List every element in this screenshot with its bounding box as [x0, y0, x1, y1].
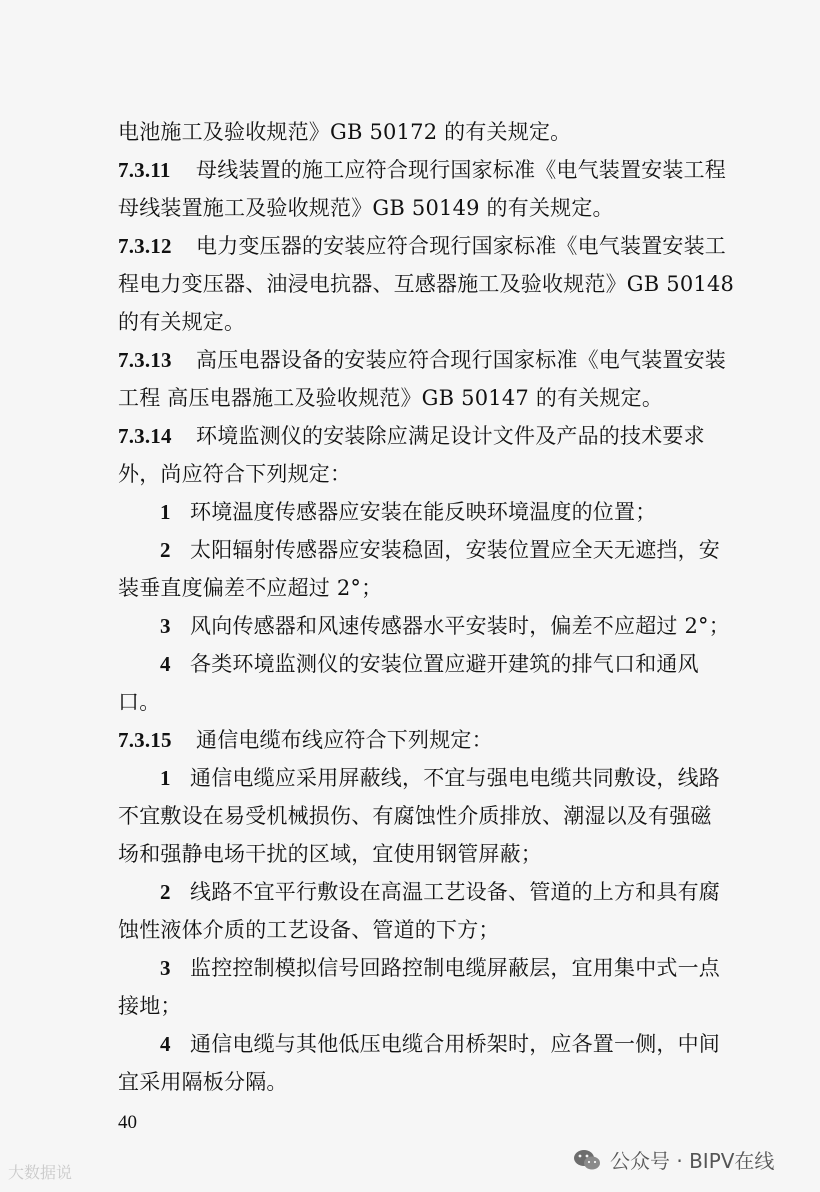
- line-text: 环境温度传感器应安装在能反映环境温度的位置；: [190, 500, 657, 524]
- text-line: [118, 196, 614, 220]
- watermark-left: [8, 1160, 72, 1183]
- clause-number: 7.3.11: [118, 158, 171, 182]
- list-item: [160, 538, 720, 562]
- line-text: 通信电缆与其他低压电缆合用桥架时，应各置一侧，中间: [190, 1032, 720, 1056]
- watermark-left-text: 大数据说: [8, 1163, 73, 1182]
- list-item: [160, 1032, 720, 1056]
- text-line: [118, 120, 571, 144]
- line-text: 监控控制模拟信号回路控制电缆屏蔽层，宜用集中式一点: [190, 956, 720, 980]
- line-text: 电池施工及验收规范》GB 50172 的有关规定。: [118, 120, 572, 144]
- text-line: [118, 310, 245, 334]
- wechat-icon: [572, 1147, 602, 1173]
- line-text: 工程 高压电器施工及验收规范》GB 50147 的有关规定。: [118, 386, 664, 410]
- clause-number: 7.3.13: [118, 348, 172, 372]
- text-line: [118, 994, 182, 1018]
- clause-number: 7.3.14: [118, 424, 172, 448]
- line-text: 蚀性液体介质的工艺设备、管道的下方；: [118, 918, 500, 942]
- clause-line: [118, 348, 726, 372]
- line-text: 母线装置施工及验收规范》GB 50149 的有关规定。: [118, 196, 614, 220]
- clause-line: [118, 158, 726, 182]
- page-number: 40: [118, 1112, 137, 1133]
- item-number: 1: [160, 500, 171, 524]
- item-number: 3: [160, 614, 171, 638]
- text-line: [118, 1070, 288, 1094]
- line-text: 不宜敷设在易受机械损伤、有腐蚀性介质排放、潮湿以及有强磁: [118, 804, 712, 828]
- line-text: 外，尚应符合下列规定：: [118, 462, 352, 486]
- line-text: 装垂直度偏差不应超过 2°；: [118, 576, 383, 600]
- clause-line: [118, 424, 705, 448]
- clause-line: [118, 728, 493, 752]
- text-line: [118, 804, 712, 828]
- item-number: 3: [160, 956, 171, 980]
- text-line: [118, 462, 351, 486]
- line-text: 接地；: [118, 994, 182, 1018]
- line-text: 场和强静电场干扰的区域，宜使用钢管屏蔽；: [118, 842, 542, 866]
- text-line: [118, 386, 663, 410]
- line-text: 口。: [118, 690, 161, 714]
- item-number: 2: [160, 538, 171, 562]
- text-line: [118, 918, 500, 942]
- line-text: 的有关规定。: [118, 310, 246, 334]
- list-item: [160, 652, 699, 676]
- list-item: [160, 880, 720, 904]
- item-number: 1: [160, 766, 171, 790]
- line-text: 母线装置的施工应符合现行国家标准《电气装置安装工程: [196, 158, 726, 182]
- text-line: [118, 842, 542, 866]
- line-text: 环境监测仪的安装除应满足设计文件及产品的技术要求: [196, 424, 705, 448]
- list-item: [160, 500, 656, 524]
- text-line: [118, 272, 734, 296]
- item-number: 2: [160, 880, 171, 904]
- line-text: 线路不宜平行敷设在高温工艺设备、管道的上方和具有腐: [190, 880, 720, 904]
- watermark-right: [572, 1145, 774, 1174]
- clause-line: [118, 234, 726, 258]
- list-item: [160, 766, 720, 790]
- line-text: 通信电缆应采用屏蔽线，不宜与强电电缆共同敷设，线路: [190, 766, 720, 790]
- text-line: [118, 576, 382, 600]
- watermark-right-text: 公众号 · BIPV在线: [610, 1149, 775, 1173]
- text-line: [118, 690, 160, 714]
- list-item: [160, 614, 730, 638]
- line-text: 高压电器设备的安装应符合现行国家标准《电气装置安装: [196, 348, 726, 372]
- item-number: 4: [160, 652, 171, 676]
- clause-number: 7.3.12: [118, 234, 172, 258]
- clause-number: 7.3.15: [118, 728, 172, 752]
- list-item: [160, 956, 720, 980]
- line-text: 宜采用隔板分隔。: [118, 1070, 288, 1094]
- line-text: 风向传感器和风速传感器水平安装时，偏差不应超过 2°；: [190, 614, 730, 638]
- item-number: 4: [160, 1032, 171, 1056]
- line-text: 太阳辐射传感器应安装稳固，安装位置应全天无遮挡，安: [190, 538, 720, 562]
- line-text: 电力变压器的安装应符合现行国家标准《电气装置安装工: [196, 234, 726, 258]
- line-text: 通信电缆布线应符合下列规定：: [196, 728, 493, 752]
- line-text: 各类环境监测仪的安装位置应避开建筑的排气口和通风: [190, 652, 699, 676]
- line-text: 程电力变压器、油浸电抗器、互感器施工及验收规范》GB 50148: [118, 272, 735, 296]
